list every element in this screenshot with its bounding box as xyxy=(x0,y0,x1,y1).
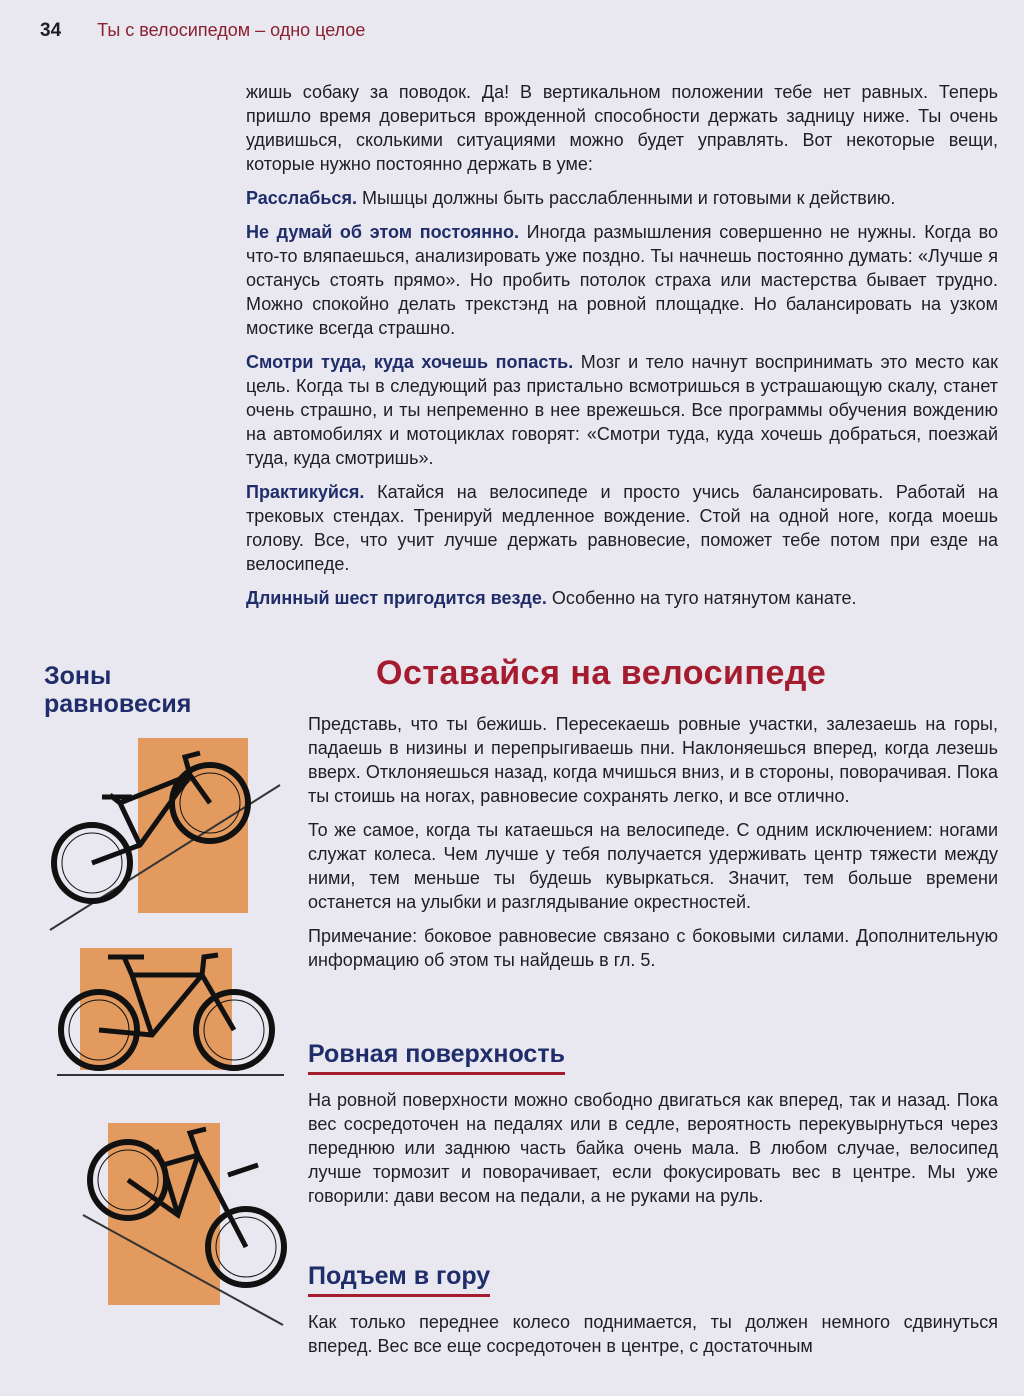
page-header xyxy=(40,20,365,50)
subheading-rule xyxy=(308,1294,490,1297)
tip-item xyxy=(246,586,998,610)
tip-item xyxy=(246,220,998,340)
section-flat xyxy=(308,1088,998,1218)
subheading-flat xyxy=(308,1040,565,1075)
sidebar-label-line: Зоны xyxy=(44,662,112,690)
subheading-text: Ровная поверхность xyxy=(308,1040,565,1068)
bike-downhill-figure xyxy=(40,735,290,935)
body-paragraph: Как только переднее колесо поднимается, ты должен немного сдвинуться вперед. Вес все еще сосредоточен в центре, с достаточным xyxy=(308,1312,998,1356)
tip-text: Иногда размышления совершенно не нужны. Когда во что-то вляпаешься, анализировать уже поздно. Ты начнешь постоянно думать: «Лучше я останусь стоять прямо». Но пробить потолок страха или мастерства бывает трудно. Можно спокойно делать трекстэнд на ровной площадке. Но балансировать на узком мостике всегда страшно. xyxy=(246,222,998,338)
tip-item xyxy=(246,186,998,210)
tip-item xyxy=(246,350,998,470)
running-title: Ты с велосипедом – одно целое xyxy=(97,20,366,40)
intro-paragraph: жишь собаку за поводок. Да! В вертикальном положении тебе нет равных. Теперь пришло время довериться врожденной способности держать задницу ниже. Ты очень удивишься, сколькими ситуациями можно будет управлять. Вот некоторые вещи, которые нужно постоянно держать в уме: xyxy=(246,82,998,174)
body-paragraph: То же самое, когда ты катаешься на велосипеде. С одним исключением: ногами служат колеса. Чем лучше у тебя получается удерживать центр тяжести между ними, тем меньше ты будешь кувыркаться. Значит, тем больше времени останется на улыбки и разглядывание окрестностей. xyxy=(308,820,998,912)
subheading-rule xyxy=(308,1072,565,1075)
main-heading: Оставайся на велосипеде xyxy=(376,654,827,692)
tip-lead: Длинный шест пригодится везде. xyxy=(246,588,547,608)
bike-flat-figure xyxy=(52,945,292,1080)
bike-uphill-figure xyxy=(78,1115,293,1330)
tip-item xyxy=(246,480,998,576)
tip-text: Мышцы должны быть расслабленными и готовыми к действию. xyxy=(356,188,896,208)
body-paragraph: Представь, что ты бежишь. Пересекаешь ровные участки, залезаешь на горы, падаешь в низины и перепрыгиваешь пни. Наклоняешься вперед, когда лезешь вверх. Отклоняешься назад, когда мчишься вниз, и в стороны, поворачивая. Пока ты стоишь на ногах, равновесие сохранять легко, и все отлично. xyxy=(308,714,998,806)
sidebar-label-line: равновесия xyxy=(44,690,192,718)
tip-lead: Не думай об этом постоянно. xyxy=(246,222,519,242)
section-intro xyxy=(308,712,998,982)
body-paragraph: На ровной поверхности можно свободно двигаться как вперед, так и назад. Пока вес сосредоточен на педалях или в седле, вероятность перекувырнуться через переднюю или заднюю часть байка очень мала. В любом случае, велосипед лучше тормозит и поворачивает, если фокусировать вес в центре. Мы уже говорили: дави весом на педали, а не руками на руль. xyxy=(308,1090,998,1206)
section-uphill xyxy=(308,1310,998,1368)
subheading-text: Подъем в гору xyxy=(308,1262,491,1290)
tip-text: Катайся на велосипеде и просто учись балансировать. Работай на трековых стендах. Тренируй медленное вождение. Стой на одной ноге, когда моешь голову. Все, что учит лучше держать равновесие, поможет тебе потом при езде на велосипеде. xyxy=(246,482,998,574)
tip-text: Особенно на туго натянутом канате. xyxy=(546,588,857,608)
tip-lead: Расслабься. xyxy=(246,188,357,208)
tip-text: Мозг и тело начнут воспринимать это место как цель. Когда ты в следующий раз пристально всмотришься в устрашающую скалу, станет очень страшно, и ты непременно в нее врежешься. Все программы обучения вождению на автомобилях и мотоциклах говорят: «Смотри туда, куда хочешь добраться, поезжай туда, куда смотришь». xyxy=(246,352,998,468)
tip-lead: Практикуйся. xyxy=(246,482,365,502)
balance-zone xyxy=(80,948,232,1070)
intro-column xyxy=(246,80,998,620)
tip-lead: Смотри туда, куда хочешь попасть. xyxy=(246,352,574,372)
page-number: 34 xyxy=(40,20,62,41)
subheading-uphill xyxy=(308,1262,490,1297)
sidebar-label xyxy=(44,662,191,718)
body-paragraph: Примечание: боковое равновесие связано с боковыми силами. Дополнительную информацию об этом ты найдешь в гл. 5. xyxy=(308,926,998,970)
